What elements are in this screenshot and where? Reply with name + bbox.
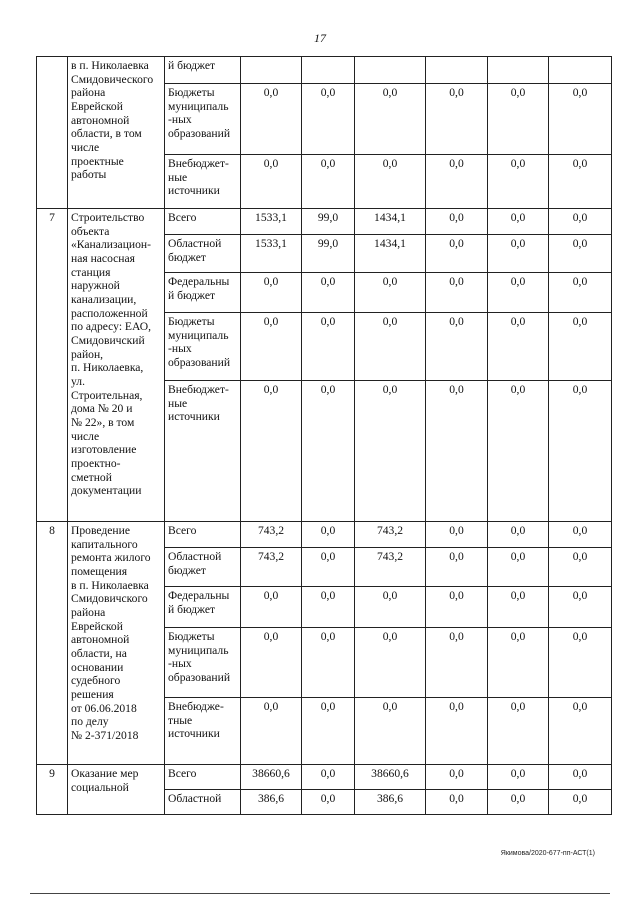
amount-cell: 0,0 [488,155,549,209]
amount-cell: 0,0 [426,790,488,815]
funding-source: Всего [165,522,241,548]
measure-name-line: № 22», в том [71,416,135,430]
amount-cell: 0,0 [426,765,488,790]
measure-name-line: Проведение [71,524,130,537]
amount-cell: 0,0 [355,313,426,381]
amount-cell: 0,0 [488,628,549,698]
amount-cell: 0,0 [549,209,612,235]
funding-source: й бюджет [165,57,241,84]
amount-cell: 0,0 [302,698,355,765]
budget-table [36,56,612,815]
measure-name-line: район, [71,347,104,361]
amount-cell: 1434,1 [355,235,426,273]
amount-cell: 743,2 [241,548,302,587]
funding-source: Областной [165,790,241,815]
amount-cell: 386,6 [241,790,302,815]
measure-name-line: по адресу: ЕАО, [71,320,152,334]
amount-cell [426,57,488,84]
measure-name-line: числе [71,141,100,155]
page-number: 17 [314,31,326,45]
amount-cell: 0,0 [426,209,488,235]
amount-cell: 99,0 [302,235,355,273]
funding-source: Бюджеты муниципаль -ных образований [165,84,241,155]
amount-cell: 0,0 [241,155,302,209]
funding-source: Внебюджет- ные источники [165,381,241,522]
amount-cell: 0,0 [302,790,355,815]
funding-source: Всего [165,765,241,790]
measure-name-line: Оказание мер [71,767,139,780]
funding-source: Внебюджет- ные источники [165,155,241,209]
amount-cell: 0,0 [241,698,302,765]
amount-cell: 0,0 [302,273,355,313]
amount-cell: 0,0 [488,587,549,628]
amount-cell [549,57,612,84]
measure-name [68,57,165,209]
amount-cell: 0,0 [302,381,355,522]
amount-cell: 743,2 [355,548,426,587]
funding-source: Внебюдже- тные источники [165,698,241,765]
amount-cell: 0,0 [549,155,612,209]
amount-cell: 0,0 [549,84,612,155]
measure-name-line: канализации, [71,293,137,307]
measure-name [68,209,165,522]
measure-name-line: области, на [71,647,127,661]
measure-name-line: автономной [71,633,130,647]
amount-cell: 0,0 [426,628,488,698]
amount-cell: 0,0 [488,522,549,548]
amount-cell: 0,0 [426,313,488,381]
amount-cell: 0,0 [355,273,426,313]
amount-cell: 0,0 [426,698,488,765]
row-index: 7 [37,209,68,522]
measure-name-line: Строительная, [71,388,143,402]
measure-name-line: числе [71,429,100,443]
funding-source: Бюджеты муниципаль -ных образований [165,628,241,698]
measure-name-line: документации [71,484,142,498]
amount-cell: 0,0 [241,381,302,522]
measure-name-line: района [71,606,106,620]
measure-name-line: проектные [71,154,124,168]
amount-cell: 0,0 [488,235,549,273]
document-code: Якимова/2020-677-пп-АСТ(1) [500,850,595,857]
measure-name-line: социальной [71,780,129,794]
amount-cell: 0,0 [549,698,612,765]
amount-cell: 0,0 [549,790,612,815]
measure-name-line: в п. Николаевка [71,59,149,72]
measure-name-line: станция [71,265,111,279]
amount-cell: 386,6 [355,790,426,815]
amount-cell: 0,0 [241,313,302,381]
amount-cell: 38660,6 [355,765,426,790]
amount-cell: 0,0 [488,209,549,235]
amount-cell: 0,0 [426,155,488,209]
measure-name-line: основании [71,660,124,674]
amount-cell: 0,0 [549,273,612,313]
amount-cell: 0,0 [241,628,302,698]
amount-cell: 0,0 [488,698,549,765]
amount-cell: 0,0 [426,84,488,155]
measure-name-line: ул. [71,375,85,389]
amount-cell: 0,0 [241,587,302,628]
amount-cell: 0,0 [549,628,612,698]
amount-cell: 0,0 [426,273,488,313]
amount-cell: 0,0 [302,313,355,381]
amount-cell: 0,0 [426,548,488,587]
measure-name-line: расположенной [71,306,148,320]
measure-name-line: изготовление [71,443,137,457]
amount-cell: 0,0 [426,381,488,522]
amount-cell: 0,0 [302,155,355,209]
amount-cell: 0,0 [426,522,488,548]
amount-cell: 0,0 [355,587,426,628]
amount-cell: 1434,1 [355,209,426,235]
amount-cell: 0,0 [488,790,549,815]
measure-name-line: Смидовичского [71,592,148,606]
amount-cell: 0,0 [355,628,426,698]
amount-cell: 743,2 [241,522,302,548]
measure-name-line: № 2-371/2018 [71,729,139,743]
amount-cell: 0,0 [426,235,488,273]
measure-name-line: судебного [71,674,121,688]
measure-name-line: п. Николаевка, [71,361,144,375]
table-row [37,209,612,235]
measure-name-line: области, в том [71,127,142,141]
measure-name [68,765,165,815]
amount-cell: 0,0 [241,273,302,313]
measure-name-line: сметной [71,470,112,484]
amount-cell: 1533,1 [241,209,302,235]
amount-cell: 0,0 [549,587,612,628]
measure-name-line: работы [71,168,107,182]
amount-cell [488,57,549,84]
measure-name-line: Смидовического [71,72,154,86]
measure-name [68,522,165,765]
amount-cell [355,57,426,84]
measure-name-line: автономной [71,113,130,127]
funding-source: Областной бюджет [165,548,241,587]
amount-cell: 0,0 [488,381,549,522]
amount-cell: 0,0 [488,765,549,790]
funding-source: Всего [165,209,241,235]
amount-cell: 0,0 [488,273,549,313]
table-row [37,765,612,790]
amount-cell: 0,0 [488,84,549,155]
amount-cell: 0,0 [426,587,488,628]
amount-cell: 1533,1 [241,235,302,273]
measure-name-line: помещения [71,565,128,579]
measure-name-line: района [71,86,106,100]
table-row [37,522,612,548]
measure-name-line: дома № 20 и [71,402,133,416]
measure-name-line: капитального [71,537,138,551]
amount-cell: 0,0 [302,765,355,790]
measure-name-line: от 06.06.2018 [71,701,137,715]
funding-source: Областной бюджет [165,235,241,273]
amount-cell: 0,0 [302,587,355,628]
amount-cell: 0,0 [488,548,549,587]
amount-cell: 0,0 [549,548,612,587]
amount-cell: 0,0 [355,84,426,155]
amount-cell: 0,0 [549,381,612,522]
measure-name-line: Еврейской [71,100,123,114]
amount-cell: 0,0 [302,628,355,698]
row-index [37,57,68,209]
measure-name-line: в п. Николаевка [71,578,149,592]
funding-source: Федеральны й бюджет [165,273,241,313]
amount-cell: 0,0 [302,548,355,587]
amount-cell: 0,0 [549,235,612,273]
amount-cell: 743,2 [355,522,426,548]
measure-name-line: наружной [71,279,120,293]
funding-source: Федеральны й бюджет [165,587,241,628]
amount-cell: 0,0 [549,765,612,790]
measure-name-line: Еврейской [71,619,123,633]
measure-name-line: проектно- [71,457,121,471]
row-index: 9 [37,765,68,815]
amount-cell: 0,0 [302,522,355,548]
measure-name-line: «Канализацион- [71,238,151,252]
amount-cell: 0,0 [302,84,355,155]
funding-source: Бюджеты муниципаль -ных образований [165,313,241,381]
measure-name-line: по делу [71,715,109,729]
measure-name-line: решения [71,688,114,702]
measure-name-line: объекта [71,224,110,238]
table-row [37,57,612,84]
amount-cell: 0,0 [488,313,549,381]
amount-cell: 0,0 [355,381,426,522]
amount-cell: 0,0 [549,313,612,381]
measure-name-line: ремонта жилого [71,551,151,565]
amount-cell: 0,0 [549,522,612,548]
amount-cell: 38660,6 [241,765,302,790]
amount-cell [302,57,355,84]
measure-name-line: ная насосная [71,252,135,266]
measure-name-line: Строительство [71,211,145,224]
amount-cell: 0,0 [355,155,426,209]
amount-cell [241,57,302,84]
footer-divider [30,893,610,894]
amount-cell: 99,0 [302,209,355,235]
amount-cell: 0,0 [355,698,426,765]
measure-name-line: Смидовичский [71,334,145,348]
row-index: 8 [37,522,68,765]
amount-cell: 0,0 [241,84,302,155]
